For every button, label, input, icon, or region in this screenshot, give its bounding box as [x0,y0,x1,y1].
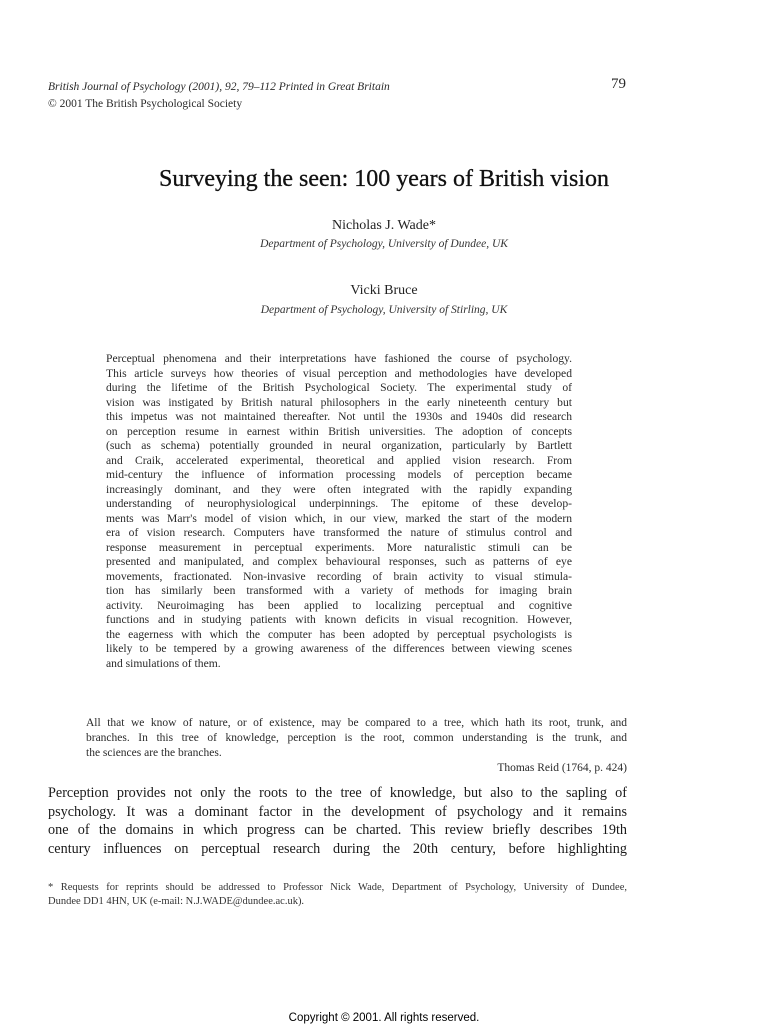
author-affiliation: Department of Psychology, University of Stirling, UK [260,304,508,316]
abstract-line: tion has similarly been transformed with a variety of methods for imaging brain [106,584,572,597]
author-affiliation: Department of Psychology, University of Dundee, UK [260,238,508,250]
abstract-line: this impetus was not maintained thereafter. Not until the 1930s and 1940s did research [106,410,572,423]
journal-citation: British Journal of Psychology (2001), 92, 79–112 Printed in Great Britain [48,81,390,93]
body-line: psychology. It was a dominant factor in the development of psychology and it remains [48,803,627,820]
body-line: century influences on perceptual research during the 20th century, before highlighting [48,840,627,857]
abstract-line: during the lifetime of the British Psychological Society. The experimental study of [106,381,572,394]
page-number: 79 [611,76,626,92]
abstract-line: response measurement in perceptual experiments. More naturalistic stimuli can be [106,540,572,554]
abstract-line: understanding of neurophysiological underpinnings. The epitome of these develop- [106,497,572,510]
footnote-line: * Requests for reprints should be addressed to Professor Nick Wade, Department of Psychology, University of Dundee, [48,882,627,893]
abstract-line: likely to be tempered by a growing awareness of the differences between viewing scenes [106,642,572,655]
author-name: Nicholas J. Wade* [332,218,436,233]
abstract-line: vision was instigated by British natural philosophers in the early nineteenth century but [106,395,572,409]
abstract-line: mid-century the influence of information processing models of perception became [106,468,572,481]
society-copyright: © 2001 The British Psychological Society [48,98,243,110]
abstract-line: the eagerness with which the computer has been adopted by perceptual psychologists is [106,627,572,641]
page-footer-copyright: Copyright © 2001. All rights reserved. [288,1012,480,1024]
abstract-line: activity. Neuroimaging has been applied to localizing perceptual and cognitive [106,598,572,612]
abstract-line: and simulations of them. [106,656,221,670]
abstract-line: and Craik, accelerated experimental, theoretical and applied vision research. From [106,453,572,467]
abstract-line: (such as schema) potentially grounded in neural organization, particularly by Bartlett [106,439,572,452]
epigraph-line: branches. In this tree of knowledge, perception is the root, common understanding is the trunk, and [86,732,627,744]
abstract-line: This article surveys how theories of visual perception and methodologies have developed [106,366,572,380]
abstract-line: era of vision research. Computers have transformed the nature of stimulus control and [106,526,572,539]
abstract-line: Perceptual phenomena and their interpretations have fashioned the course of psychology. [106,352,572,365]
epigraph [86,716,627,776]
abstract-line: movements, fractionated. Non-invasive recording of brain activity to visual stimula- [106,569,572,583]
abstract-line: on perception resume in earnest within British universities. The adoption of concepts [106,424,572,438]
footnote-line: Dundee DD1 4HN, UK (e-mail: N.J.WADE@dundee.ac.uk). [48,896,305,907]
article-title: Surveying the seen: 100 years of British vision [159,166,609,192]
abstract-line: increasingly dominant, and they were often integrated with the rapidly expanding [106,482,572,496]
abstract [106,352,572,671]
epigraph-line: the sciences are the branches. [86,747,222,759]
footnote [48,881,627,909]
author-name: Vicki Bruce [350,283,418,298]
body-text [48,784,627,858]
epigraph-line: All that we know of nature, or of existence, may be compared to a tree, which hath its root, trunk, and [86,717,627,729]
body-line: one of the domains in which progress can be charted. This review briefly describes 19th [48,822,627,838]
abstract-line: presented and manipulated, and complex behavioural responses, such as patterns of eye [106,555,572,568]
abstract-line: functions and in studying patients with known deficits in visual recognition. However, [106,613,572,626]
body-line: Perception provides not only the roots to the tree of knowledge, but also to the sapling of [48,785,627,801]
abstract-line: ments was Marr's model of vision which, in our view, marked the start of the modern [106,511,572,525]
epigraph-citation: Thomas Reid (1764, p. 424) [497,762,627,774]
